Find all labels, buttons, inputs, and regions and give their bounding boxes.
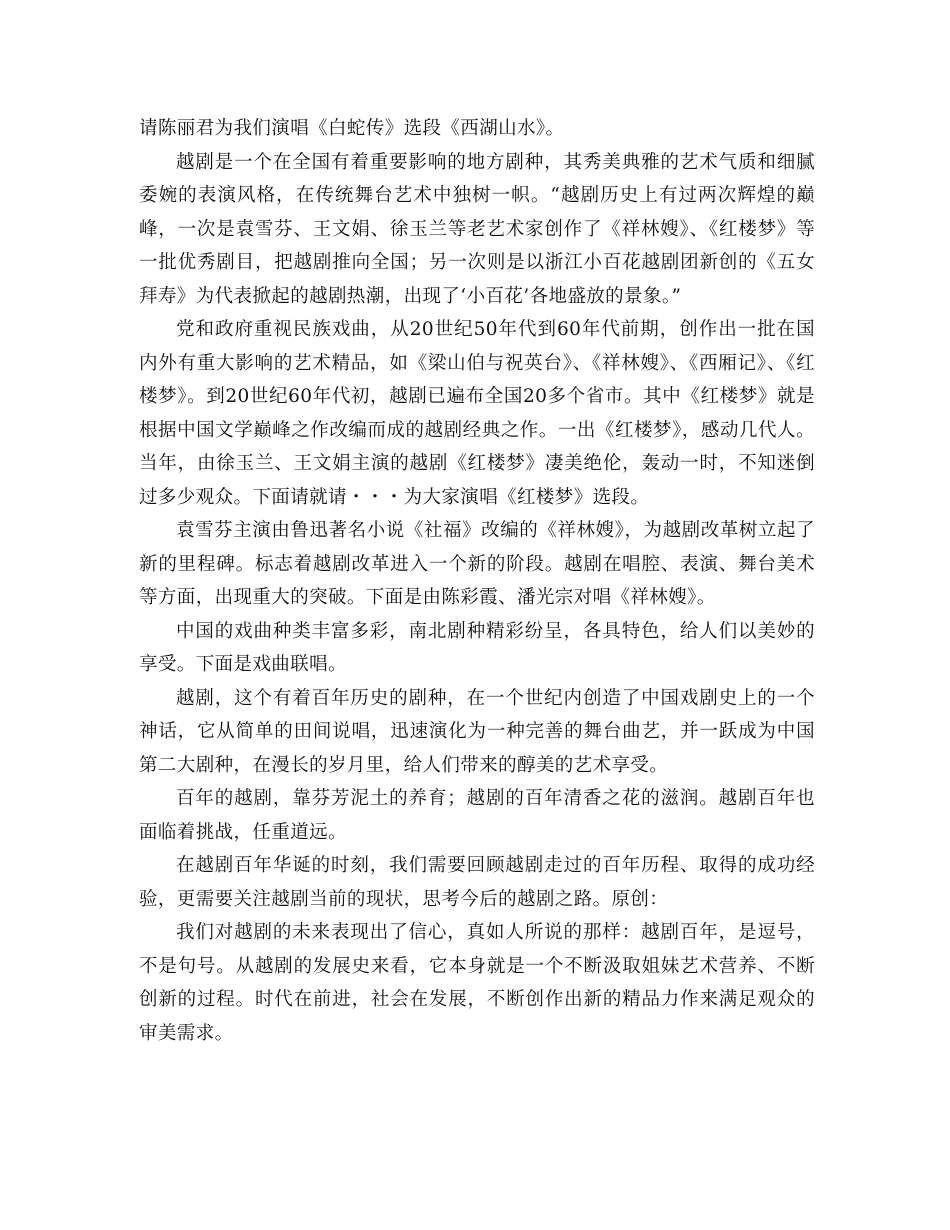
paragraph: 请陈丽君为我们演唱《白蛇传》选段《西湖山水》。 — [139, 118, 565, 139]
document-body — [139, 112, 815, 1050]
paragraph: 越剧，这个有着百年历史的剧种，在一个世纪内创造了中国戏剧史上的一个神话，它从简单的田间说唱，迅速演化为一种完善的舞台曲艺，并一跃成为中国第二大剧种，在漫长的岁月里，给人们带来的醇美的艺术享受。 — [139, 687, 815, 776]
paragraph: 中国的戏曲种类丰富多彩，南北剧种精彩纷呈，各具特色，给人们以美妙的享受。下面是戏曲联唱。 — [139, 620, 815, 675]
paragraph: 我们对越剧的未来表现出了信心，真如人所说的那样：越剧百年，是逗号，不是句号。从越剧的发展史来看，它本身就是一个不断汲取姐妹艺术营养、不断创新的过程。时代在前进，社会在发展，不断创作出新的精品力作来满足观众的审美需求。 — [139, 922, 815, 1044]
paragraph: 党和政府重视民族戏曲，从20世纪50年代到60年代前期，创作出一批在国内外有重大影响的艺术精品，如《梁山伯与祝英台》、《祥林嫂》、《西厢记》、《红楼梦》。到20世纪60年代初，越剧已遍布全国20多个省市。其中《红楼梦》就是根据中国文学巅峰之作改编而成的越剧经典之作。一出《红楼梦》，感动几代人。当年，由徐玉兰、王文娟主演的越剧《红楼梦》凄美绝伦，轰动一时，不知迷倒过多少观众。下面请就请・・・为大家演唱《红楼梦》选段。 — [139, 319, 815, 508]
paragraph: 袁雪芬主演由鲁迅著名小说《社福》改编的《祥林嫂》，为越剧改革树立起了新的里程碑。标志着越剧改革进入一个新的阶段。越剧在唱腔、表演、舞台美术等方面，出现重大的突破。下面是由陈彩霞、潘光宗对唱《祥林嫂》。 — [139, 520, 815, 608]
paragraph: 越剧是一个在全国有着重要影响的地方剧种，其秀美典雅的艺术气质和细腻委婉的表演风格，在传统舞台艺术中独树一帜。“越剧历史上有过两次辉煌的巅峰，一次是袁雪芬、王文娟、徐玉兰等老艺术家创作了《祥林嫂》、《红楼梦》等一批优秀剧目，把越剧推向全国；另一次则是以浙江小百花越剧团新创的《五女拜寿》为代表掀起的越剧热潮，出现了‘小百花’各地盛放的景象。” — [139, 151, 815, 307]
paragraph: 在越剧百年华诞的时刻，我们需要回顾越剧走过的百年历程、取得的成功经验，更需要关注越剧当前的现状，思考今后的越剧之路。原创： — [139, 855, 815, 910]
paragraph: 百年的越剧，靠芬芳泥土的养育；越剧的百年清香之花的滋润。越剧百年也面临着挑战，任重道远。 — [139, 788, 815, 843]
